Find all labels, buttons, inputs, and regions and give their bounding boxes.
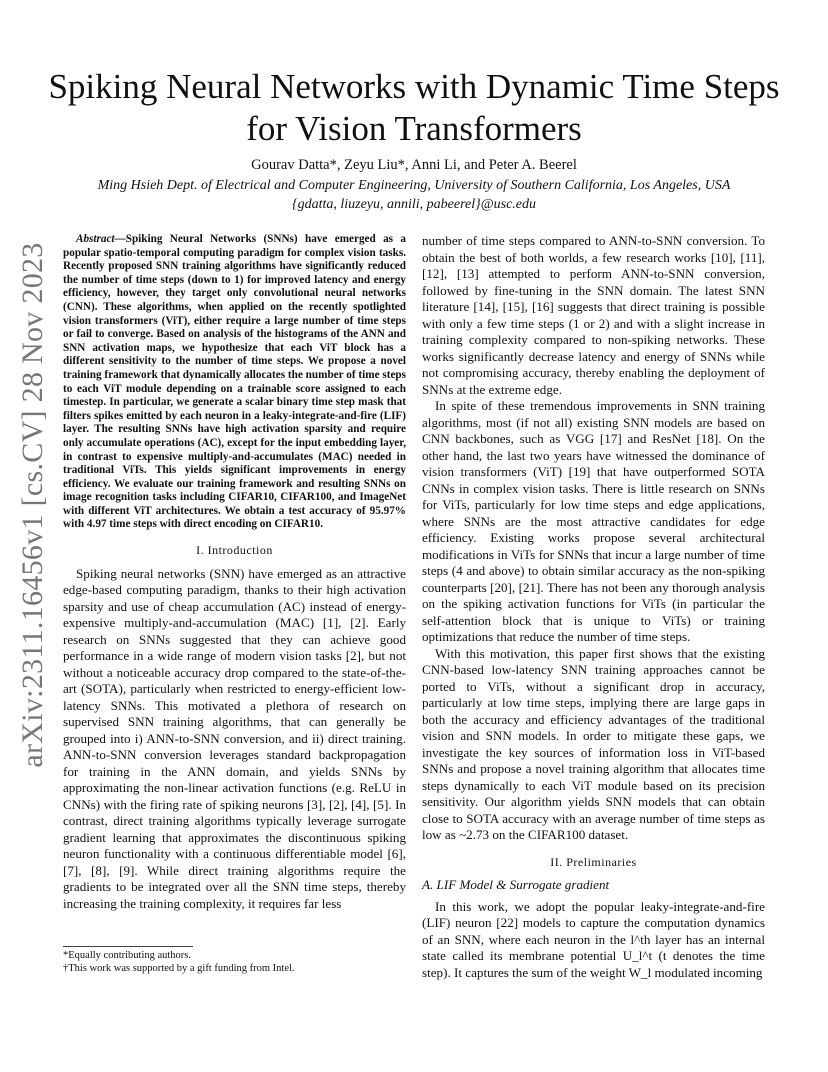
affiliation-block (0, 176, 828, 214)
paper-title (0, 66, 828, 150)
lif-paragraph: In this work, we adopt the popular leaky-integrate-and-fire (LIF) neuron [22] models to capture the computation dynamics of an SNN, where each neuron in the l^th layer has an internal state called its membrane potential U_l^t (t denotes the time step). It captures the sum of the weight W_l modulated incoming (422, 898, 765, 980)
right-column (422, 233, 765, 981)
title-line-2: for Vision Transformers (246, 109, 582, 148)
section-heading-preliminaries: II. Preliminaries (550, 854, 637, 869)
title-line-1: Spiking Neural Networks with Dynamic Time Steps (48, 67, 780, 106)
subsection-heading-lif: A. LIF Model & Surrogate gradient (422, 877, 610, 892)
author-list: Gourav Datta*, Zeyu Liu*, Anni Li, and Peter A. Beerel (251, 157, 577, 173)
arxiv-identifier: arXiv:2311.16456v1 [cs.CV] 28 Nov 2023 (16, 242, 49, 768)
abstract-text: Spiking Neural Networks (SNNs) have emerged as a popular spatio-temporal computing paradigm for complex vision tasks. Recently proposed SNN training algorithms have significantly reduced the number of time steps (down to 1) for improved latency and energy efficiency, however, they target only convolutional neural networks (CNN). These algorithms, when applied on the recently spotlighted vision transformers (ViT), either require a large number of time steps or fail to converge. Based on analysis of the histograms of the ANN and SNN activation maps, we hypothesize that each ViT block has a different sensitivity to the number of time steps. We propose a novel training framework that dynamically allocates the number of time steps to each ViT module depending on a trainable score assigned to each timestep. In particular, we generate a scalar binary time step mask that filters spikes emitted by each neuron in a leaky-integrate-and-fire (LIF) layer. The resulting SNNs have high activation sparsity and require only accumulate operations (AC), except for the input embedding layer, in contrast to expensive multiply-and-accumulates (MAC) needed in traditional ViTs. This yields significant improvements in energy efficiency. We evaluate our training framework and resulting SNNs on image recognition tasks including CIFAR10, CIFAR100, and ImageNet with different ViT architectures. We obtain a test accuracy of 95.97% with 4.97 time steps with direct encoding on CIFAR10. (63, 233, 406, 531)
emails: {gdatta, liuzeyu, annili, pabeerel}@usc.edu (291, 197, 536, 212)
affiliation: Ming Hsieh Dept. of Electrical and Computer Engineering, University of Southern California, Los Angeles, USA (97, 178, 731, 193)
intro-paragraph-3: In spite of these tremendous improvements in SNN training algorithms, most (if not all) existing SNN models are based on CNN backbones, such as VGG [17] and ResNet [18]. On the other hand, the last two years have witnessed the dominance of vision transformers (ViT) [19] that have outperformed SOTA CNNs in complex vision tasks. There is little research on SNNs for ViTs, particularly for low time steps and edge applications, where SNNs are the most attractive candidates for edge efficiency. Existing works propose several architectural modifications in ViTs for SNNs that incur a large number of time steps (4 and above) to obtain similar accuracy as the non-spiking counterparts [20], [21]. There has not been any thorough analysis on the spiking activation functions for ViTs (in particular the self-attention block that is unique to ViTs) or training optimizations that reduce the number of time steps. (422, 398, 765, 644)
footnote-equal-contribution: *Equally contributing authors. (63, 950, 192, 961)
left-column (63, 233, 406, 912)
abstract (63, 233, 406, 532)
intro-paragraph-1: Spiking neural networks (SNN) have emerged as an attractive edge-based computing paradigm, thanks to their high activation sparsity and use of cheap accumulation (AC) instead of energy-expensive multiply-and-accumulation (MAC) [1], [2]. Early research on SNNs suggested that they can achieve good performance in a wide range of modern vision tasks [2], but not without a noticeable accuracy drop compared to the state-of-the-art (SOTA), particularly when restricted to energy-efficient low-latency SNNs. This motivated a plethora of research on supervised SNN training algorithms, that can generally be grouped into i) ANN-to-SNN conversion, and ii) direct training. ANN-to-SNN conversion leverages standard backpropagation for training in the ANN domain, and yields SNNs by approximating the non-linear activation functions (e.g. ReLU in CNNs) with the firing rate of spiking neurons [3], [2], [4], [5]. In contrast, direct training algorithms typically leverage surrogate gradient learning that approximates the discontinuous spiking neuron functionality with a continuous differentiable model [6], [7], [8], [9]. While direct training algorithms require the gradients to be integrated over all the SNN time steps, thereby increasing the training complexity, it requires far less (63, 565, 406, 911)
footnote-rule (63, 946, 193, 947)
footnote-funding: †This work was supported by a gift funding from Intel. (63, 963, 295, 974)
intro-paragraph-4: With this motivation, this paper first shows that the existing CNN-based low-latency SNN training approaches cannot be ported to ViTs, without a significant drop in accuracy, particularly at low time steps, implying there are large gaps in both the accuracy and efficiency advantages of the traditional vision and SNN models. In order to mitigate these gaps, we investigate the key sources of information loss in ViT-based SNNs and propose a novel training algorithm that allocates time steps dynamically to each ViT module based on its precision sensitivity. Our algorithm yields SNN models that can obtain close to SOTA accuracy with an average number of time steps as low as ~2.73 on the CIFAR100 dataset. (422, 645, 765, 842)
abstract-label: Abstract— (76, 233, 126, 245)
section-heading-introduction: I. Introduction (196, 543, 273, 558)
intro-paragraph-2: number of time steps compared to ANN-to-SNN conversion. To obtain the best of both worlds, a few research works [10], [11], [12], [13] attempted to perform ANN-to-SNN conversion, followed by fine-tuning in the SNN domain. The latest SNN literature [14], [15], [16] suggests that direct training is possible with only a few time steps (1 or 2) and with a slight increase in training complexity compared to non-spiking networks. These works significantly decrease latency and energy of SNNs while not compromising accuracy, thereby enabling the deployment of SNNs at the extreme edge. (422, 233, 765, 397)
